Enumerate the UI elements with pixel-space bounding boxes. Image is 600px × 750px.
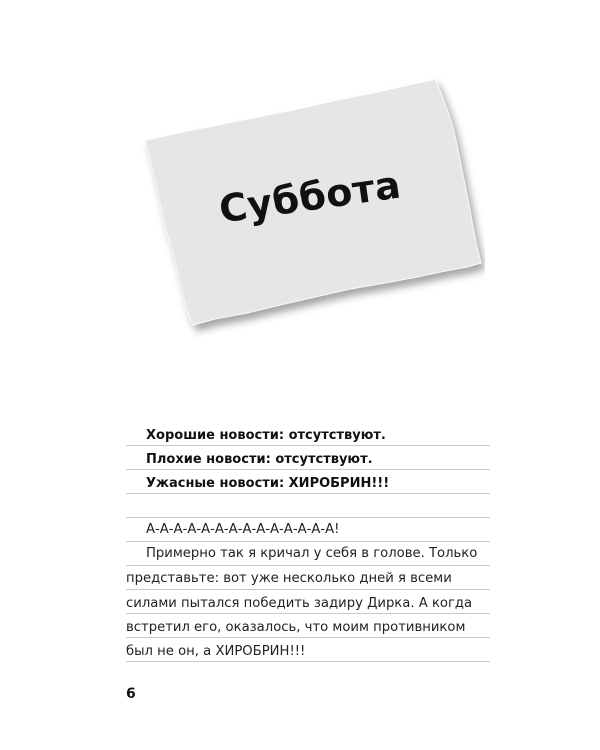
body-line: А-А-А-А-А-А-А-А-А-А-А-А-А-А! — [146, 522, 340, 537]
rule-line — [126, 661, 490, 662]
rule-line — [126, 589, 490, 590]
rule-line — [126, 445, 490, 446]
body-line: был не он, а ХИРОБРИН!!! — [126, 644, 306, 659]
body-line: силами пытался победить задиру Дирка. А когда — [126, 596, 473, 611]
news-terrible: Ужасные новости: ХИРОБРИН!!! — [146, 476, 390, 491]
body-line: Примерно так я кричал у себя в голове. Только — [146, 546, 478, 561]
page-number: 6 — [126, 686, 136, 702]
news-bad: Плохие новости: отсутствуют. — [146, 452, 373, 467]
rule-line — [126, 637, 490, 638]
rule-line — [126, 565, 490, 566]
body-line: встретил его, оказалось, что моим противником — [126, 620, 466, 635]
news-good: Хорошие новости: отсутствуют. — [146, 428, 386, 443]
rule-line — [126, 613, 490, 614]
body-line: представьте: вот уже несколько дней я всеми — [126, 571, 452, 586]
rule-line — [126, 493, 490, 494]
rule-line — [126, 517, 490, 518]
rule-line — [126, 541, 490, 542]
day-title: Суббота — [216, 162, 404, 232]
rule-line — [126, 469, 490, 470]
